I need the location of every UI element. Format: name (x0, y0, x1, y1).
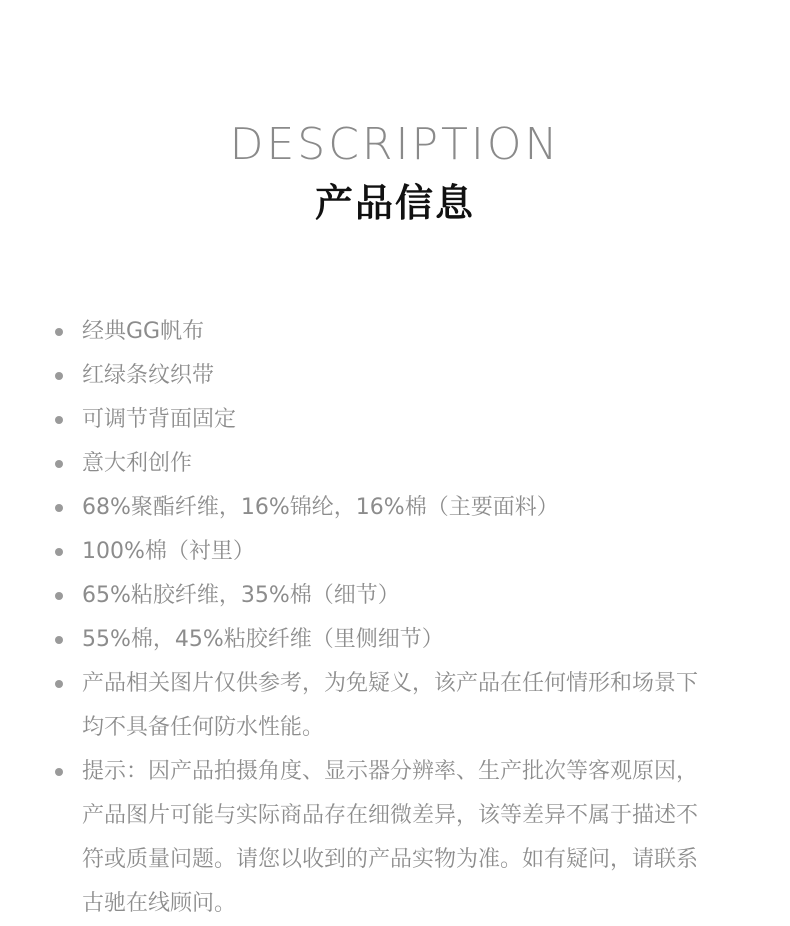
list-item (52, 750, 712, 926)
list-item (52, 354, 712, 398)
bullet-icon (55, 460, 63, 468)
bullet-icon (55, 680, 63, 688)
list-item (52, 442, 712, 486)
list-item-text: 产品相关图片仅供参考，为免疑义，该产品在任何情形和场景下均不具备任何防水性能。 (82, 671, 699, 740)
bullet-icon (55, 372, 63, 380)
bullet-icon (55, 328, 63, 336)
list-item (52, 486, 712, 530)
bullet-icon (55, 504, 63, 512)
list-item-text: 提示：因产品拍摄角度、显示器分辨率、生产批次等客观原因，产品图片可能与实际商品存在细微差异，该等差异不属于描述不符或质量问题。请您以收到的产品实物为准。如有疑问，请联系古驰在线顾问。 (82, 759, 699, 916)
list-item-text: 意大利创作 (82, 451, 193, 476)
list-item (52, 310, 712, 354)
list-item-text: 65%粘胶纤维，35%棉（细节） (82, 583, 400, 608)
bullet-icon (55, 416, 63, 424)
list-item (52, 398, 712, 442)
bullet-icon (55, 636, 63, 644)
list-item (52, 662, 712, 750)
product-info-list (52, 310, 712, 926)
section-header (0, 118, 790, 228)
list-item (52, 530, 712, 574)
section-title: 产品信息 (314, 181, 475, 225)
bullet-icon (55, 592, 63, 600)
section-eyebrow: DESCRIPTION (229, 119, 561, 170)
list-item (52, 618, 712, 662)
bullet-icon (55, 548, 63, 556)
list-item (52, 574, 712, 618)
bullet-icon (55, 768, 63, 776)
list-item-text: 经典GG帆布 (82, 319, 205, 344)
list-item-text: 68%聚酯纤维，16%锦纶，16%棉（主要面料） (82, 495, 559, 520)
list-item-text: 可调节背面固定 (82, 407, 237, 432)
list-item-text: 55%棉，45%粘胶纤维（里侧细节） (82, 627, 444, 652)
list-item-text: 100%棉（衬里） (82, 539, 255, 564)
list-item-text: 红绿条纹织带 (82, 363, 215, 388)
